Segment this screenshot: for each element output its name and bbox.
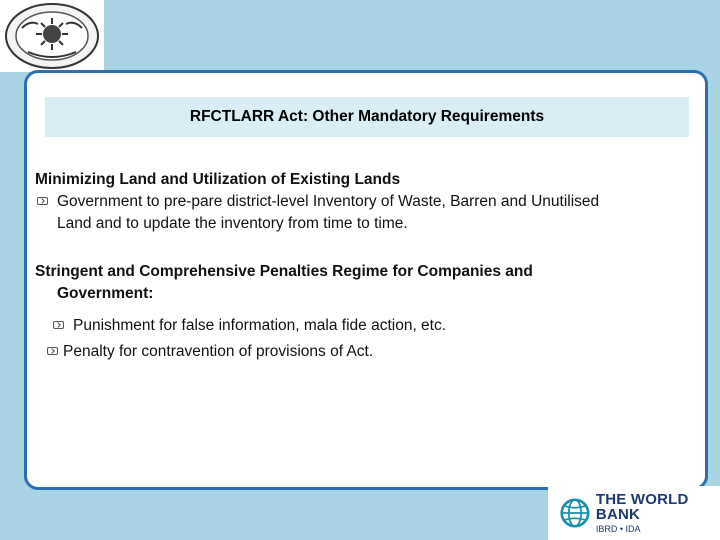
world-bank-logo — [548, 486, 720, 540]
bullet-icon — [37, 197, 48, 205]
world-bank-sub: IBRD • IDA — [595, 524, 641, 534]
section2-bullet-2-text: Penalty for contravention of provisions of Act. — [63, 343, 374, 360]
seal-icon — [0, 0, 104, 72]
section1-bullet — [35, 191, 693, 235]
bullet-icon — [47, 347, 58, 355]
institution-logo — [0, 0, 104, 72]
section1-heading: Minimizing Land and Utilization of Existing Lands — [35, 171, 401, 188]
globe-icon — [560, 493, 590, 533]
section2-bullet-2 — [35, 341, 693, 363]
slide-content — [35, 169, 693, 363]
section1-bullet-line2: Land and to update the inventory from time to time. — [57, 215, 408, 232]
section2-heading-line1: Stringent and Comprehensive Penalties Regime for Companies and — [35, 263, 533, 280]
slide-title: RFCTLARR Act: Other Mandatory Requirements — [45, 97, 689, 137]
section1-bullet-line1: Government to pre-pare district-level Inventory of Waste, Barren and Unutilised — [57, 193, 600, 210]
section2-heading-line2: Government: — [57, 285, 154, 302]
section2-bullet-1 — [35, 315, 693, 337]
section2-bullet-1-text: Punishment for false information, mala fide action, etc. — [73, 317, 447, 334]
slide-panel — [24, 70, 708, 490]
bullet-icon — [53, 321, 64, 329]
world-bank-name: THE WORLD BANK — [595, 491, 689, 523]
